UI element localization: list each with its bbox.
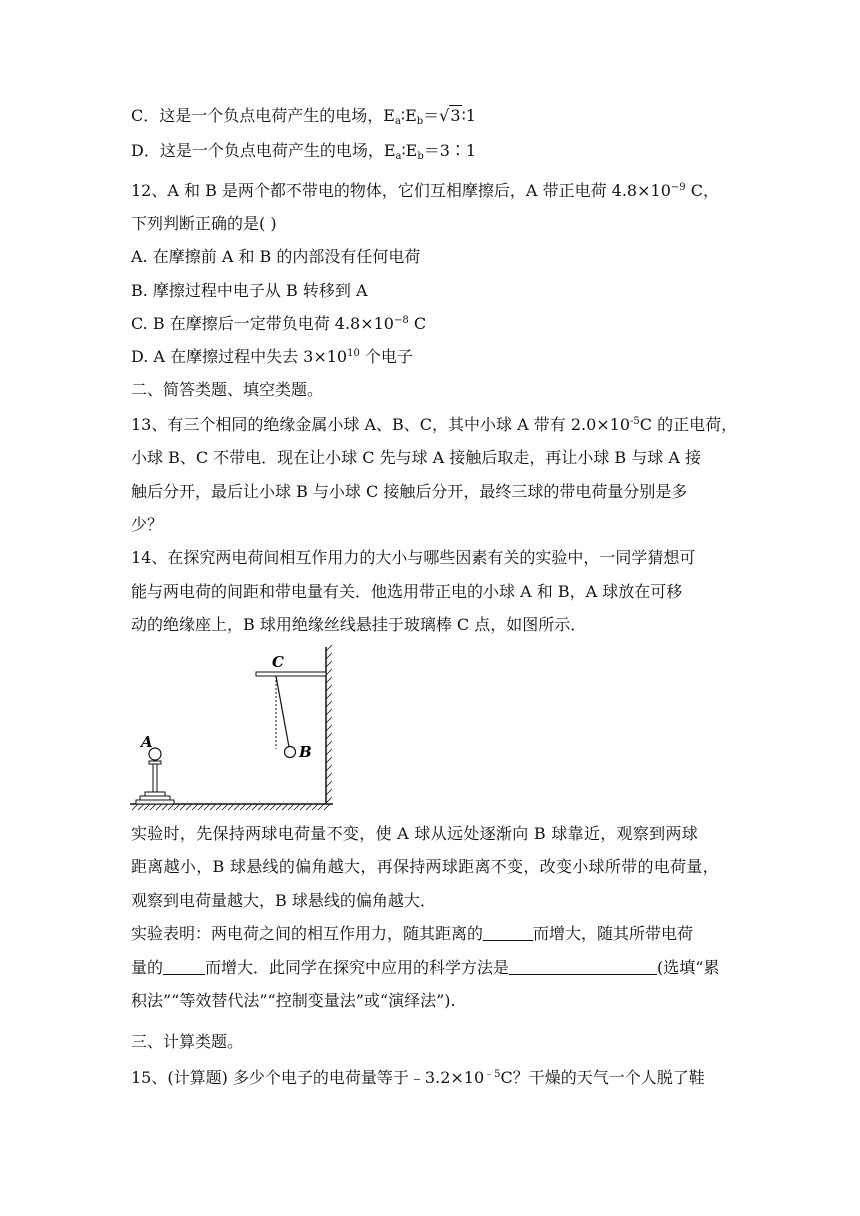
q14-paragraph-line-1: 实验时，先保持两球电荷量不变，使 A 球从远处逐渐向 B 球靠近，观察到两球 — [131, 824, 699, 843]
q15-line-1: 15、(计算题) 多少个电子的电荷量等于$﹣3.2\times 10^{﹣5}C$？干燥的天气一个人脱了鞋 — [131, 1068, 705, 1087]
silk-thread — [276, 676, 289, 747]
q14-fill-line-2: 量的 而增大．此同学在探究中应用的科学方法是 (选填“累 — [131, 958, 720, 977]
q14-paragraph-line-3: 观察到电荷量越大，B 球悬线的偏角越大． — [131, 891, 436, 910]
q12-option-c: C. B 在摩擦后一定带负电荷 $4.8\times 10^{-8}$ C — [131, 314, 427, 333]
insulating-stand — [136, 748, 174, 804]
answer-blank-1[interactable] — [483, 924, 533, 941]
floor-hatching — [132, 804, 330, 810]
answer-blank-2[interactable] — [163, 958, 205, 975]
q14-fill-line-1: 实验表明：两电荷之间的相互作用力，随其距离的 而增大，随其所带电荷 — [131, 924, 694, 943]
q14-line-2: 能与两电荷的间距和带电量有关．他选用带正电的小球 A 和 B，A 球放在可移 — [131, 582, 683, 601]
q14-paragraph-line-2: 距离越小，B 球悬线的偏角越大，再保持两球距离不变，改变小球所带的电荷量， — [131, 857, 719, 876]
q12-stem-line-1: 12、A 和 B 是两个都不带电的物体，它们互相摩擦后，A 带正电荷 $4.8\times 10^{-9}$ C， — [131, 181, 719, 200]
label-c: C — [272, 653, 284, 671]
q13-line-2: 小球 B、C 不带电．现在让小球 C 先与球 A 接触后取走，再让小球 B 与球 A 接 — [131, 448, 701, 467]
section-3-heading: 三、计算类题。 — [131, 1032, 244, 1051]
q12-option-d: D. A 在摩擦过程中失去 $3\times 10^{10}$ 个电子 — [131, 347, 413, 366]
q14-line-3: 动的绝缘座上，B 球用绝缘丝线悬挂于玻璃棒 C 点，如图所示． — [131, 615, 587, 634]
sqrt-symbol: √3 — [439, 106, 461, 125]
glass-rod — [256, 672, 326, 676]
experiment-figure — [126, 643, 338, 811]
q14-fill-line-3: 积法”“等效替代法”“控制变量法”或“演绎法”). — [131, 991, 456, 1010]
q13-line-3: 触后分开，最后让小球 B 与小球 C 接触后分开，最终三球的带电荷量分别是多 — [131, 482, 688, 501]
label-a: A — [141, 733, 153, 751]
q12-stem-line-2: 下列判断正确的是( ) — [131, 214, 277, 233]
section-2-heading: 二、简答类题、填空类题。 — [131, 380, 324, 399]
q12-option-a: A. 在摩擦前 A 和 B 的内部没有任何电荷 — [131, 247, 421, 266]
q11-option-c: C．这是一个负点电荷产生的电场，$E_a∶E_b=√3∶1$ — [131, 106, 476, 127]
q12-option-b: B. 摩擦过程中电子从 B 转移到 A — [131, 281, 368, 300]
q14-line-1: 14、在探究两电荷间相互作用力的大小与哪些因素有关的实验中，一同学猜想可 — [131, 548, 696, 567]
answer-blank-3[interactable] — [509, 958, 657, 975]
ball-b — [285, 747, 296, 758]
wall-hatching — [326, 645, 332, 803]
q13-line-4: 少？ — [131, 515, 164, 534]
q11-option-d: D．这是一个负点电荷产生的电场，$E_a∶E_b=3∶1$ — [131, 141, 477, 162]
label-b: B — [299, 743, 312, 761]
q13-line-1: 13、有三个相同的绝缘金属小球 A、B、C，其中小球 A 带有 $2.0\times 10^{-5}C$ 的正电荷， — [131, 415, 738, 434]
